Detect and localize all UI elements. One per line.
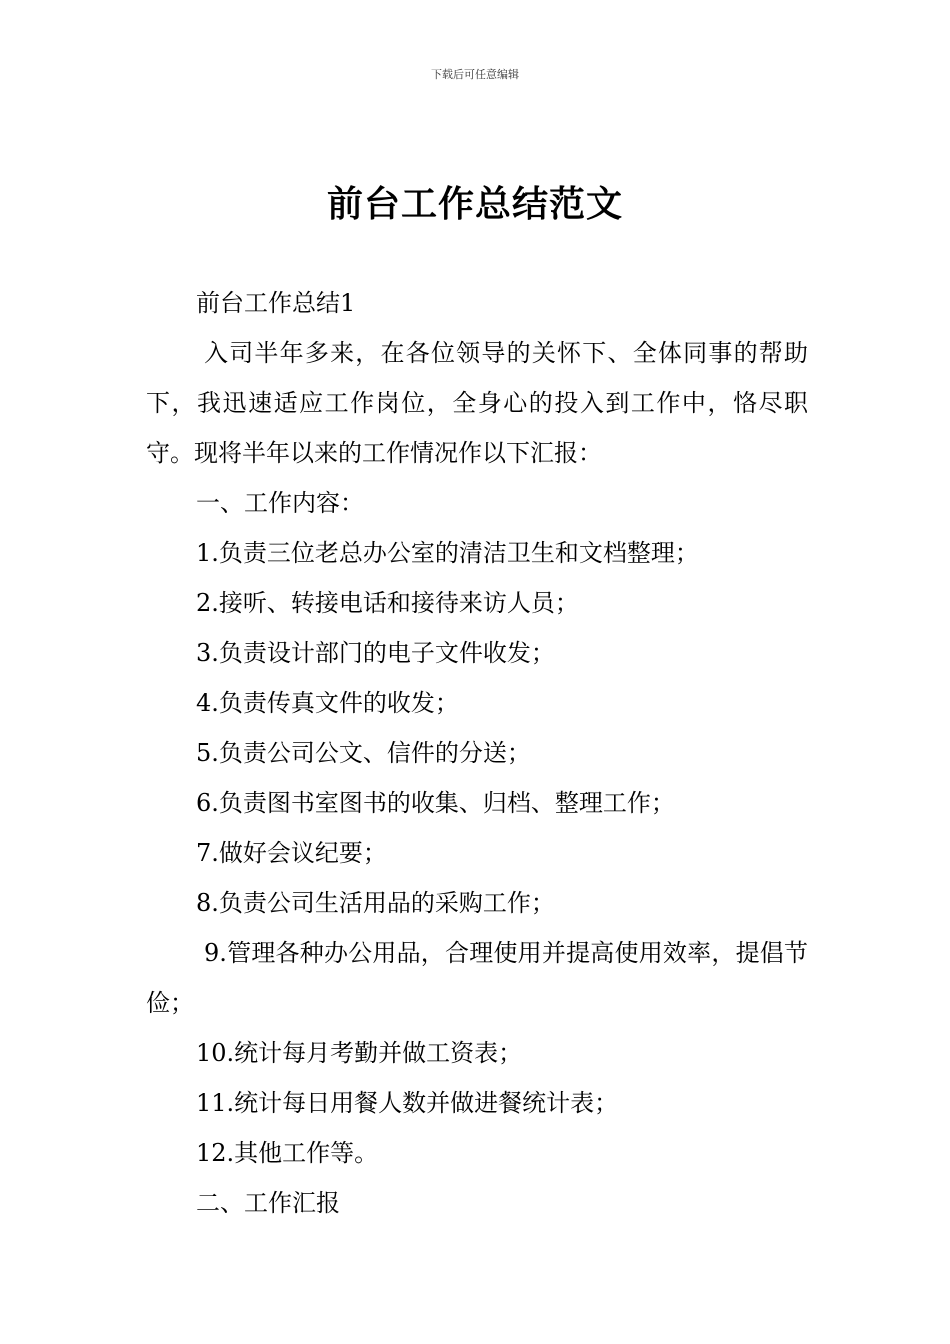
list-item: 3.负责设计部门的电子文件收发； <box>196 639 555 667</box>
document-body <box>146 278 808 1228</box>
list-item: 8.负责公司生活用品的采购工作； <box>196 889 555 917</box>
section-heading: 一、工作内容： <box>196 489 364 517</box>
list-item: 9.管理各种办公用品，合理使用并提高使用效率，提倡节俭； <box>146 939 808 1017</box>
list-item: 10.统计每月考勤并做工资表； <box>196 1039 523 1067</box>
list-item: 4.负责传真文件的收发； <box>196 689 459 717</box>
list-item: 5.负责公司公文、信件的分送； <box>196 739 531 767</box>
page-header-note: 下载后可任意编辑 <box>431 68 519 81</box>
section-heading: 前台工作总结1 <box>196 289 356 317</box>
intro-paragraph: 入司半年多来，在各位领导的关怀下、全体同事的帮助下，我迅速适应工作岗位，全身心的投入到工作中，恪尽职守。现将半年以来的工作情况作以下汇报： <box>146 339 808 467</box>
list-item: 2.接听、转接电话和接待来访人员； <box>196 589 579 617</box>
list-item: 12.其他工作等。 <box>196 1139 379 1167</box>
document-title: 前台工作总结范文 <box>326 184 623 225</box>
section-heading: 二、工作汇报 <box>196 1189 340 1217</box>
list-item: 11.统计每日用餐人数并做进餐统计表； <box>196 1089 619 1117</box>
list-item: 7.做好会议纪要； <box>196 839 387 867</box>
list-item: 1.负责三位老总办公室的清洁卫生和文档整理； <box>196 539 699 567</box>
list-item: 6.负责图书室图书的收集、归档、整理工作； <box>196 789 675 817</box>
